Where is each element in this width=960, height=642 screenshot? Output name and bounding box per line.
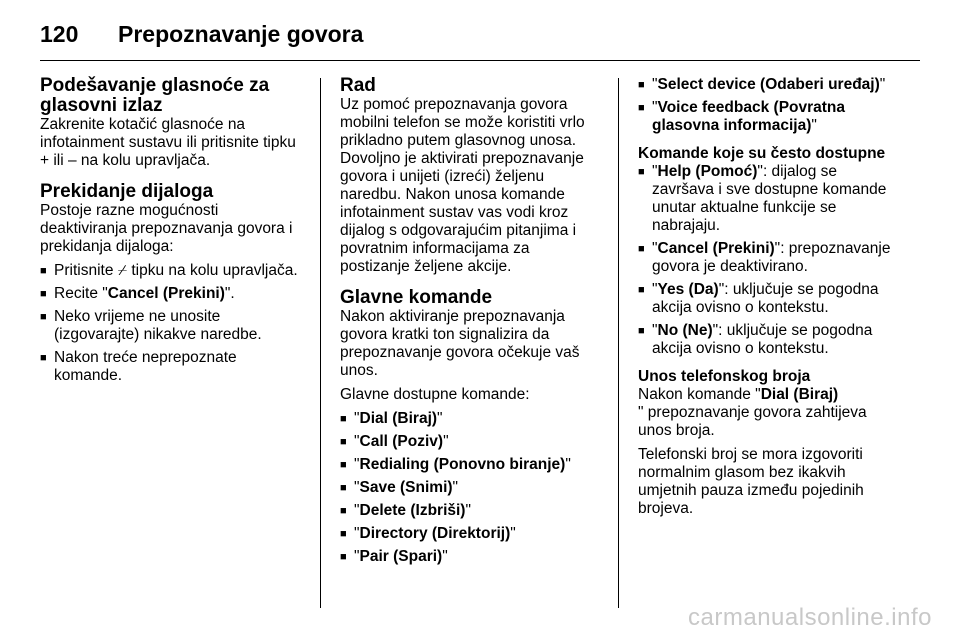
- list-item: ■ Pritisnite ⌿ tipku na kolu upravljača.: [40, 262, 308, 280]
- available-commands-label: Glavne dostupne komande:: [340, 386, 530, 403]
- operation-heading: Rad: [340, 75, 376, 96]
- page-title: Prepoznavanje govora: [118, 20, 364, 47]
- cancel-dialog-heading: Prekidanje dijaloga: [40, 181, 214, 202]
- main-commands-text: Nakon aktiviranje prepoznavanja govora kratki ton signalizira da prepoznavanje govora očekuje vaš unos.: [340, 308, 580, 379]
- header-rule: [40, 60, 920, 61]
- more-commands-list: [638, 76, 900, 135]
- operation-text: Uz pomoć prepoznavanja govora mobilni telefon se može koristiti vrlo prikladno putem glasovnog unosa. Dovoljno je aktivirati prepoznavanje govora i unijeti (izreći) željenu naredbu. Nakon unosa komande infotainment sustav vas vodi kroz dijalog s odgovarajućim pitanjima i povratnim informacijama za postizanje željene akcije.: [340, 96, 585, 275]
- list-item: ■ "Directory (Direktorij)": [340, 525, 602, 543]
- main-commands-list: [340, 410, 602, 566]
- common-commands-list: [638, 163, 900, 358]
- list-item: ■ "Call (Poziv)": [340, 433, 602, 451]
- cancel-dialog-intro: Postoje razne mogućnosti deaktiviranja prepoznavanja govora i prekidanja dijaloga:: [40, 202, 293, 255]
- list-item: ■ "Select device (Odaberi uređaj)": [638, 76, 900, 94]
- volume-heading: Podešavanje glasnoće za glasovni izlaz: [40, 75, 270, 116]
- list-item: ■ Neko vrijeme ne unosite (izgovarajte) nikakve naredbe.: [40, 308, 308, 344]
- list-item: ■ "Help (Pomoć)": dijalog se završava i sve dostupne komande unutar aktualne funkcije se nabrajaju.: [638, 163, 900, 235]
- list-item: ■ "No (Ne)": uključuje se pogodna akcija ovisno o kontekstu.: [638, 322, 900, 358]
- cancel-options-list: [40, 262, 308, 385]
- phone-entry-text-2: Telefonski broj se mora izgovoriti normalnim glasom bez ikakvih umjetnih pauza između pojedinih brojeva.: [638, 446, 864, 517]
- page-number: 120: [40, 20, 79, 47]
- column-divider-1: [320, 78, 321, 608]
- list-item: ■ "Yes (Da)": uključuje se pogodna akcija ovisno o kontekstu.: [638, 281, 900, 317]
- common-commands-heading: Komande koje su često dostupne: [638, 145, 886, 162]
- list-item: ■ "Redialing (Ponovno biranje)": [340, 456, 602, 474]
- list-item: ■ "Cancel (Prekini)": prepoznavanje govora je deaktivirano.: [638, 240, 900, 276]
- page-header: [40, 14, 363, 54]
- volume-text: Zakrenite kotačić glasnoće na infotainment sustavu ili pritisnite tipku + ili – na kolu upravljača.: [40, 116, 296, 169]
- list-item: ■ "Pair (Spari)": [340, 548, 602, 566]
- voice-button-icon: ⌿: [117, 262, 128, 279]
- list-item: ■ Nakon treće neprepoznate komande.: [40, 349, 308, 385]
- list-item: ■ "Save (Snimi)": [340, 479, 602, 497]
- list-item: ■ Recite "Cancel (Prekini)".: [40, 285, 308, 303]
- column-divider-2: [618, 78, 619, 608]
- phone-entry-heading: Unos telefonskog broja: [638, 368, 811, 385]
- column-1: [40, 76, 308, 390]
- list-item: ■ "Dial (Biraj)": [340, 410, 602, 428]
- list-item: ■ "Voice feedback (Povratna glasovna informacija)": [638, 99, 900, 135]
- column-2: [340, 76, 602, 571]
- watermark: carmanualsonline.info: [688, 604, 932, 631]
- list-item: ■ "Delete (Izbriši)": [340, 502, 602, 520]
- main-commands-heading: Glavne komande: [340, 287, 493, 308]
- phone-entry-text: Nakon komande "Dial (Biraj) " prepoznavanje govora zahtijeva unos broja.: [638, 386, 867, 439]
- column-3: [638, 76, 900, 524]
